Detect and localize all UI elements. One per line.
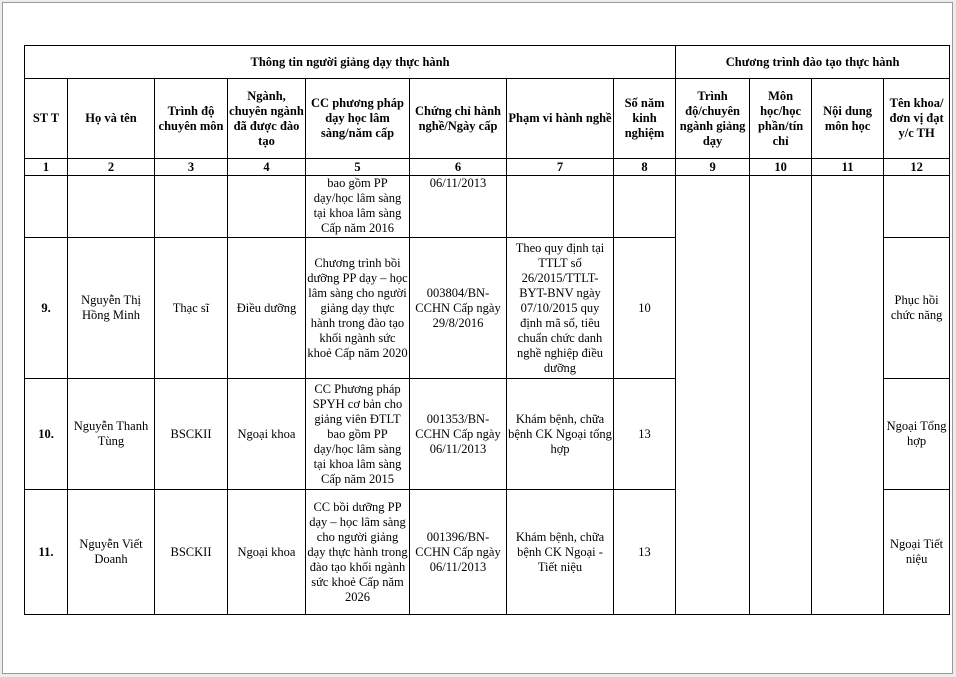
col-header-teaching: Trình độ/chuyên ngành giảng dạy bbox=[676, 79, 750, 159]
col-number: 8 bbox=[614, 159, 676, 176]
col-header-level: Trình độ chuyên môn bbox=[155, 79, 228, 159]
col-header-dept: Tên khoa/đơn vị đạt y/c TH bbox=[884, 79, 950, 159]
cell-level: BSCKII bbox=[155, 490, 228, 615]
cell-name: Nguyễn Viết Doanh bbox=[68, 490, 155, 615]
column-number-row bbox=[25, 159, 950, 176]
col-header-content: Nội dung môn học bbox=[812, 79, 884, 159]
cell-name: Nguyễn Thị Hồng Minh bbox=[68, 238, 155, 379]
col-number: 6 bbox=[410, 159, 507, 176]
col-header-cc: CC phương pháp dạy học lâm sàng/năm cấp bbox=[306, 79, 410, 159]
col-number: 2 bbox=[68, 159, 155, 176]
cell-major: Điều dưỡng bbox=[228, 238, 306, 379]
cell-scope: Khám bệnh, chữa bệnh CK Ngoại - Tiết niệu bbox=[507, 490, 614, 615]
cell-stt: 11. bbox=[25, 490, 68, 615]
cell-cc: CC Phương pháp SPYH cơ bản cho giảng viên ĐTLT bao gồm PP dạy/học lâm sàng tại khoa lâm sàng Cấp năm 2015 bbox=[306, 379, 410, 490]
cell-teaching-merged bbox=[676, 176, 750, 615]
cell-cc: bao gồm PP dạy/học lâm sàng tại khoa lâm sàng Cấp năm 2016 bbox=[306, 176, 410, 238]
cell-license: 003804/BN-CCHN Cấp ngày 29/8/2016 bbox=[410, 238, 507, 379]
cell-cc: CC bồi dưỡng PP dạy – học lâm sàng cho người giảng dạy thực hành trong đào tạo khối ngành sức khoẻ Cấp năm 2026 bbox=[306, 490, 410, 615]
cell-stt: 9. bbox=[25, 238, 68, 379]
col-header-stt: ST T bbox=[25, 79, 68, 159]
col-number: 9 bbox=[676, 159, 750, 176]
cell-scope: Khám bệnh, chữa bệnh CK Ngoại tổng hợp bbox=[507, 379, 614, 490]
continuation-row bbox=[25, 176, 950, 238]
column-header-row bbox=[25, 79, 950, 159]
col-number: 1 bbox=[25, 159, 68, 176]
cell-license: 001353/BN-CCHN Cấp ngày 06/11/2013 bbox=[410, 379, 507, 490]
col-number: 12 bbox=[884, 159, 950, 176]
col-header-scope: Phạm vi hành nghề bbox=[507, 79, 614, 159]
col-header-major: Ngành, chuyên ngành đã được đào tạo bbox=[228, 79, 306, 159]
cell-name: Nguyễn Thanh Tùng bbox=[68, 379, 155, 490]
cell-major: Ngoại khoa bbox=[228, 379, 306, 490]
col-header-name: Họ và tên bbox=[68, 79, 155, 159]
col-number: 3 bbox=[155, 159, 228, 176]
col-number: 4 bbox=[228, 159, 306, 176]
group-header-left: Thông tin người giảng dạy thực hành bbox=[25, 46, 676, 79]
cell-dept: Phục hồi chức năng bbox=[884, 238, 950, 379]
cell-dept: Ngoại Tổng hợp bbox=[884, 379, 950, 490]
cell-cc: Chương trình bồi dưỡng PP dạy – học lâm sàng cho người giảng dạy thực hành trong đào tạo khối ngành sức khoẻ Cấp năm 2020 bbox=[306, 238, 410, 379]
cell-level: Thạc sĩ bbox=[155, 238, 228, 379]
cell-years: 13 bbox=[614, 490, 676, 615]
cell-major: Ngoại khoa bbox=[228, 490, 306, 615]
col-number: 5 bbox=[306, 159, 410, 176]
group-header-row bbox=[25, 46, 950, 79]
cell-scope: Theo quy định tại TTLT số 26/2015/TTLT-BYT-BNV ngày 07/10/2015 quy định mã số, tiêu chuẩn chức danh nghề nghiệp điều dưỡng bbox=[507, 238, 614, 379]
cell-subject-merged bbox=[750, 176, 812, 615]
cell-content-merged bbox=[812, 176, 884, 615]
col-header-subject: Môn học/học phần/tín chỉ bbox=[750, 79, 812, 159]
group-header-right: Chương trình đào tạo thực hành bbox=[676, 46, 950, 79]
cell-years: 13 bbox=[614, 379, 676, 490]
cell-dept: Ngoại Tiết niệu bbox=[884, 490, 950, 615]
col-number: 7 bbox=[507, 159, 614, 176]
cell-license: 06/11/2013 bbox=[410, 176, 507, 238]
col-header-license: Chứng chỉ hành nghề/Ngày cấp bbox=[410, 79, 507, 159]
cell-years: 10 bbox=[614, 238, 676, 379]
col-number: 11 bbox=[812, 159, 884, 176]
col-number: 10 bbox=[750, 159, 812, 176]
cell-license: 001396/BN-CCHN Cấp ngày 06/11/2013 bbox=[410, 490, 507, 615]
cell-level: BSCKII bbox=[155, 379, 228, 490]
instructor-table bbox=[24, 45, 950, 615]
cell-stt: 10. bbox=[25, 379, 68, 490]
col-header-years: Số năm kinh nghiệm bbox=[614, 79, 676, 159]
